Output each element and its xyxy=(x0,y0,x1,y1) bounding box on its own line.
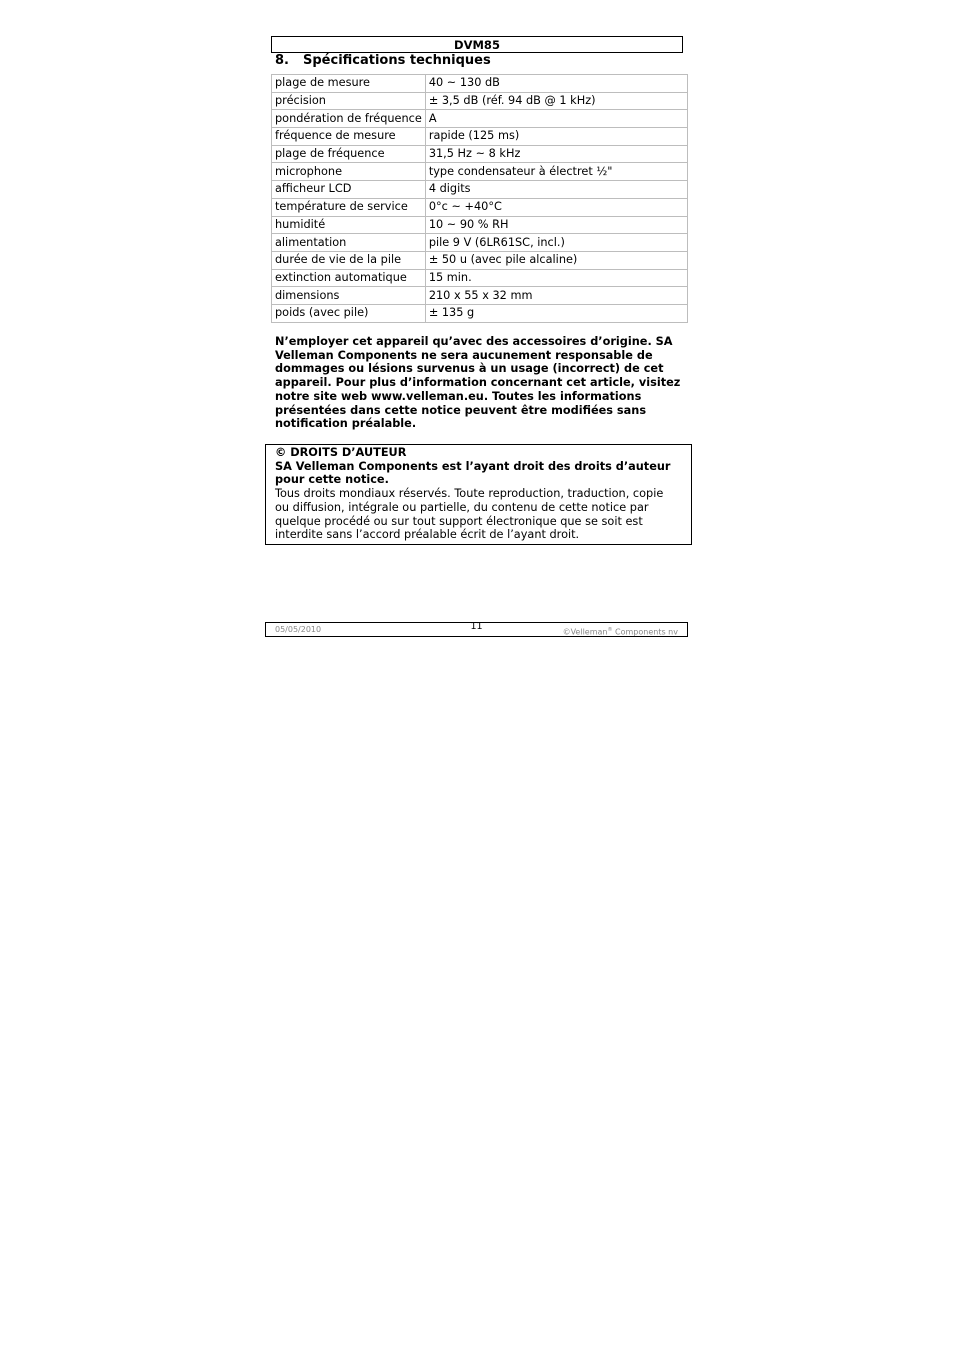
copyright-heading: © DROITS D’AUTEUR xyxy=(275,446,407,459)
spec-value: 31,5 Hz ~ 8 kHz xyxy=(425,145,687,163)
spec-value: 40 ~ 130 dB xyxy=(425,75,687,93)
spec-row xyxy=(272,110,688,128)
document-model-header: DVM85 xyxy=(271,36,683,53)
spec-label: température de service xyxy=(272,198,426,216)
spec-value: pile 9 V (6LR61SC, incl.) xyxy=(425,234,687,252)
spec-value: ± 50 u (avec pile alcaline) xyxy=(425,251,687,269)
spec-row xyxy=(272,269,688,287)
notice-line: N’employer cet appareil qu’avec des accessoires d’origine. SA xyxy=(275,335,673,348)
copyright-bold-line: pour cette notice. xyxy=(275,473,389,487)
notice-line: appareil. Pour plus d’information concernant cet article, visitez xyxy=(275,376,681,390)
footer-company xyxy=(563,624,678,639)
copyright-bold-line: SA Velleman Components est l’ayant droit des droits d’auteur xyxy=(275,459,671,473)
spec-label: durée de vie de la pile xyxy=(272,251,426,269)
spec-row xyxy=(272,304,688,322)
copyright-body-line: interdite sans l’accord préalable écrit de l’ayant droit. xyxy=(275,528,580,542)
registered-mark: ® xyxy=(607,627,613,633)
spec-label: précision xyxy=(272,92,426,110)
spec-value: A xyxy=(425,110,687,128)
section-number: 8. xyxy=(275,53,289,68)
spec-row xyxy=(272,163,688,181)
copyright-body-line: Tous droits mondiaux réservés. Toute reproduction, traduction, copie xyxy=(275,487,664,501)
copyright-body-line: quelque procédé ou sur tout support électronique que se soit est xyxy=(275,514,643,528)
page-footer xyxy=(265,622,688,637)
spec-value: rapide (125 ms) xyxy=(425,128,687,146)
page-number: 11 xyxy=(470,621,483,632)
spec-label: afficheur LCD xyxy=(272,181,426,199)
footer-date: 05/05/2010 xyxy=(275,625,322,634)
section-title: Spécifications techniques xyxy=(303,53,491,68)
spec-value: ± 3,5 dB (réf. 94 dB @ 1 kHz) xyxy=(425,92,687,110)
spec-value: 0°c ~ +40°C xyxy=(425,198,687,216)
spec-label: poids (avec pile) xyxy=(272,304,426,322)
notice-line: dommages ou lésions survenus à un usage (incorrect) de cet xyxy=(275,362,664,376)
usage-notice xyxy=(275,335,685,431)
notice-line: Velleman Components ne sera aucunement responsable de xyxy=(275,348,653,362)
section-heading xyxy=(275,53,491,69)
spec-row xyxy=(272,75,688,93)
spec-value: 15 min. xyxy=(425,269,687,287)
footer-company-prefix: ©Velleman xyxy=(562,627,608,637)
spec-row xyxy=(272,216,688,234)
spec-label: extinction automatique xyxy=(272,269,426,287)
spec-label: humidité xyxy=(272,216,426,234)
copyright-box xyxy=(265,444,692,545)
spec-value: 210 x 55 x 32 mm xyxy=(425,287,687,305)
spec-row xyxy=(272,181,688,199)
spec-label: dimensions xyxy=(272,287,426,305)
spec-label: microphone xyxy=(272,163,426,181)
spec-row xyxy=(272,251,688,269)
spec-row xyxy=(272,145,688,163)
spec-label: plage de mesure xyxy=(272,75,426,93)
spec-row xyxy=(272,128,688,146)
spec-value: 4 digits xyxy=(425,181,687,199)
specifications-table xyxy=(271,74,688,323)
footer-company-suffix: Components nv xyxy=(612,627,678,637)
spec-label: pondération de fréquence xyxy=(272,110,426,128)
spec-value: ± 135 g xyxy=(425,304,687,322)
copyright-body-line: ou diffusion, intégrale ou partielle, du contenu de cette notice par xyxy=(275,500,649,514)
spec-row xyxy=(272,92,688,110)
spec-label: fréquence de mesure xyxy=(272,128,426,146)
spec-label: plage de fréquence xyxy=(272,145,426,163)
spec-row xyxy=(272,287,688,305)
notice-line: notification préalable. xyxy=(275,417,417,431)
spec-value: type condensateur à électret ½" xyxy=(425,163,687,181)
spec-value: 10 ~ 90 % RH xyxy=(425,216,687,234)
notice-line: notre site web www.velleman.eu. Toutes les informations xyxy=(275,389,642,403)
notice-line: présentées dans cette notice peuvent être modifiées sans xyxy=(275,403,647,417)
spec-label: alimentation xyxy=(272,234,426,252)
spec-row xyxy=(272,198,688,216)
spec-row xyxy=(272,234,688,252)
